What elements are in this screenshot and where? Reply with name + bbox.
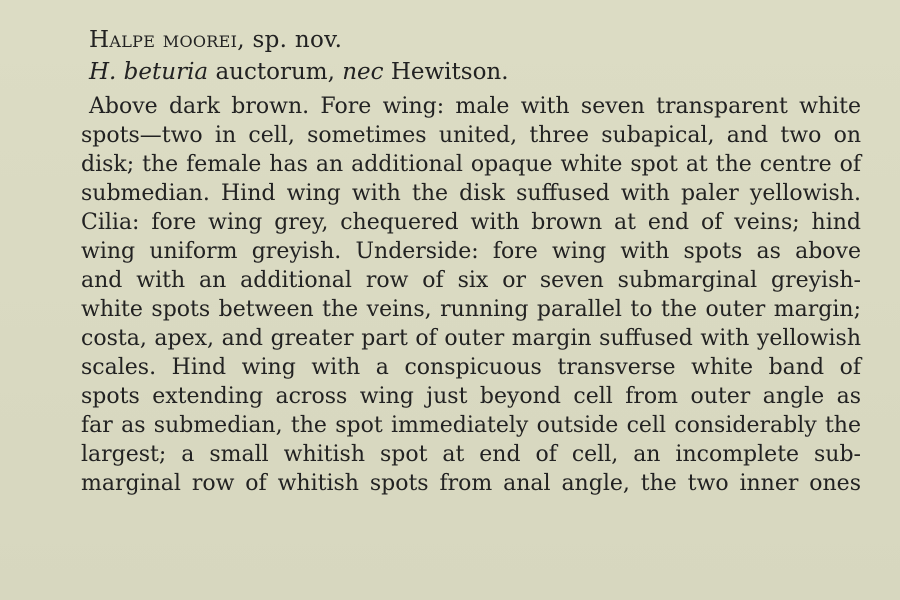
description-line: Above dark brown. Fore wing: male with seven transparent white <box>89 93 861 119</box>
page-content <box>81 26 861 498</box>
description-line: scales. Hind wing with a conspicuous transverse white band of <box>81 354 861 380</box>
description-line: disk; the female has an additional opaque white spot at the centre of <box>81 151 861 177</box>
synonym-nec: nec <box>342 58 384 85</box>
description-line: submedian. Hind wing with the disk suffused with paler yellowish. <box>81 180 861 206</box>
description-line: and with an additional row of six or seven submarginal greyish- <box>81 267 861 293</box>
description-line: wing uniform greyish. Underside: fore wing with spots as above <box>81 238 861 264</box>
synonym-auctorum: auctorum, <box>215 58 335 85</box>
synonym-author: Hewitson. <box>390 58 509 85</box>
description-paragraph <box>81 92 861 498</box>
description-line: marginal row of whitish spots from anal angle, the two inner ones <box>81 470 861 496</box>
species-name: Halpe moorei, <box>89 27 245 53</box>
synonym-line <box>81 58 861 88</box>
species-status: sp. nov. <box>252 27 343 53</box>
description-line: far as submedian, the spot immediately outside cell considerably the <box>81 412 861 438</box>
description-line: white spots between the veins, running parallel to the outer margin; <box>81 296 861 322</box>
description-line: spots—two in cell, sometimes united, three subapical, and two on <box>81 122 861 148</box>
description-line: largest; a small whitish spot at end of cell, an incomplete sub- <box>81 441 861 467</box>
description-line: costa, apex, and greater part of outer margin suffused with yellowish <box>81 325 861 351</box>
description-line: spots extending across wing just beyond cell from outer angle as <box>81 383 861 409</box>
description-line: Cilia: fore wing grey, chequered with brown at end of veins; hind <box>81 209 861 235</box>
synonym-genus: H. beturia <box>89 58 209 85</box>
species-heading <box>81 26 861 56</box>
